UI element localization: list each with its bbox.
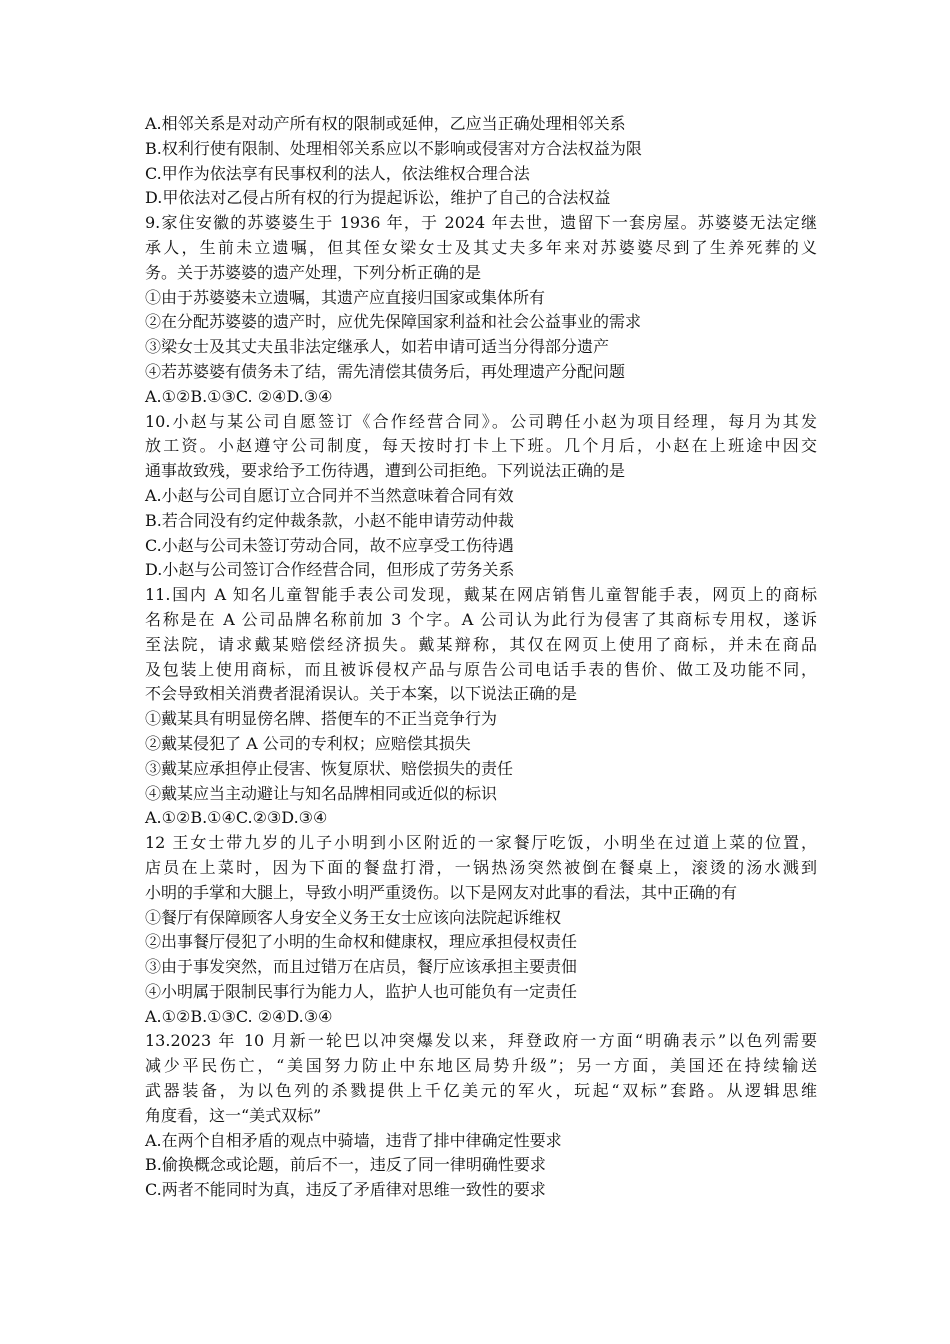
q9-item-4: ④若苏婆婆有债务未了结，需先清偿其债务后，再处理遗产分配问题 xyxy=(145,361,626,381)
q11-item-2: ②戴某侵犯了 A 公司的专利权；应赔偿其损失 xyxy=(145,733,471,753)
q11-stem-line: 及包装上使用商标，而且被诉侵权产品与原告公司电话手表的售价、做工及功能不同， xyxy=(145,659,817,679)
q8-option-b: B.权利行使有限制、处理相邻关系应以不影响或侵害对方合法权益为限 xyxy=(145,138,642,158)
q11-stem-line: 不会导致相关消费者混淆误认。关于本案，以下说法正确的是 xyxy=(145,684,578,704)
q11-options: A.①②B.①④C.②③D.③④ xyxy=(145,808,328,828)
q11-item-1: ①戴某具有明显傍名牌、搭便车的不正当竞争行为 xyxy=(145,709,498,729)
q12-item-1: ①餐厅有保障顾客人身安全义务王女士应该向法院起诉维权 xyxy=(145,907,562,927)
q10-stem-line: 放工资。小赵遵守公司制度，每天按时打卡上下班。几个月后，小赵在上班途中因交 xyxy=(145,436,817,456)
q12-stem-line: 12 王女士带九岁的儿子小明到小区附近的一家餐厅吃饭，小明坐在过道上菜的位置， xyxy=(145,833,817,853)
q11-item-4: ④戴某应当主动避让与知名品牌相同或近似的标识 xyxy=(145,783,498,803)
q9-stem-line: 9.家住安徽的苏婆婆生于 1936 年，于 2024 年去世，遗留下一套房屋。苏婆婆无法定继 xyxy=(145,213,817,233)
q13-stem-line: 13.2023 年 10 月新一轮巴以冲突爆发以来，拜登政府一方面“明确表示”以色列需要 xyxy=(145,1031,817,1051)
q8-option-a: A.相邻关系是对动产所有权的限制或延伸，乙应当正确处理相邻关系 xyxy=(145,114,626,133)
q10-option-c: C.小赵与公司未签订劳动合同，故不应享受工伤待遇 xyxy=(145,535,514,555)
exam-page xyxy=(145,112,817,1203)
q12-stem-line: 小明的手掌和大腿上，导致小明严重烫伤。以下是网友对此事的看法，其中正确的有 xyxy=(145,882,738,902)
q8-option-d: D.甲依法对乙侵占所有权的行为提起诉讼，维护了自己的合法权益 xyxy=(145,188,611,208)
q11-stem-line: 11.国内 A 知名儿童智能手表公司发现，戴某在网店销售儿童智能手表，网页上的商标 xyxy=(145,585,817,605)
q11-stem-line: 名称是在 A 公司品牌名称前加 3 个字。A 公司认为此行为侵害了其商标专用权，遂诉 xyxy=(145,609,817,629)
q13-stem-line: 减少平民伤亡，“美国努力防止中东地区局势升级”；另一方面，美国还在持续输送 xyxy=(145,1056,817,1076)
q13-stem-line: 武器装备，为以色列的杀戮提供上千亿美元的军火，玩起“双标”套路。从逻辑思维 xyxy=(145,1081,817,1101)
q9-item-1: ①由于苏婆婆未立遗嘱，其遗产应直接归国家或集体所有 xyxy=(145,287,546,307)
q13-option-a: A.在两个自相矛盾的观点中骑墙，违背了排中律确定性要求 xyxy=(145,1130,562,1150)
q9-stem-line: 承人，生前未立遗嘱，但其侄女梁女士及其丈夫多年来对苏婆婆尽到了生养死葬的义 xyxy=(145,237,817,257)
q9-item-2: ②在分配苏婆婆的遗产时，应优先保障国家利益和社会公益事业的需求 xyxy=(145,312,642,332)
q12-stem-line: 店员在上菜时，因为下面的餐盘打滑，一锅热汤突然被倒在餐桌上，滚烫的汤水溅到 xyxy=(145,857,817,877)
q13-option-c: C.两者不能同时为真，违反了矛盾律对思维一致性的要求 xyxy=(145,1180,546,1200)
q10-option-d: D.小赵与公司签订合作经营合同，但形成了劳务关系 xyxy=(145,560,515,580)
q11-stem-line: 至法院，请求戴某赔偿经济损失。戴某辩称，其仅在网页上使用了商标，并未在商品 xyxy=(145,634,817,654)
q10-option-a: A.小赵与公司自愿订立合同并不当然意味着合同有效 xyxy=(145,485,514,505)
q8-option-c: C.甲作为依法享有民事权利的法人，依法维权合理合法 xyxy=(145,163,530,183)
q9-stem-line: 务。关于苏婆婆的遗产处理，下列分析正确的是 xyxy=(145,262,482,282)
q11-item-3: ③戴某应承担停止侵害、恢复原状、赔偿损失的责任 xyxy=(145,758,514,778)
q9-item-3: ③梁女士及其丈夫虽非法定继承人，如若申请可适当分得部分遗产 xyxy=(145,337,610,357)
q13-option-b: B.偷换概念或论题，前后不一，违反了同一律明确性要求 xyxy=(145,1155,546,1175)
q13-stem-line: 角度看，这一“美式双标” xyxy=(145,1105,322,1125)
q12-item-2: ②出事餐厅侵犯了小明的生命权和健康权，理应承担侵权责任 xyxy=(145,932,578,952)
q12-item-4: ④小明属于限制民事行为能力人，监护人也可能负有一定责任 xyxy=(145,981,578,1001)
q12-options: A.①②B.①③C. ②④D.③④ xyxy=(145,1006,333,1026)
q10-stem-line: 通事故致残，要求给予工伤待遇，遭到公司拒绝。下列说法正确的是 xyxy=(145,461,626,481)
q12-item-3: ③由于事发突然，而且过错万在店员，餐厅应该承担主要责佃 xyxy=(145,957,578,977)
q10-stem-line: 10.小赵与某公司自愿签订《合作经营合同》。公司聘任小赵为项目经理，每月为其发 xyxy=(145,411,817,431)
q9-options: A.①②B.①③C. ②④D.③④ xyxy=(145,386,333,406)
q10-option-b: B.若合同没有约定仲裁条款，小赵不能申请劳动仲裁 xyxy=(145,510,514,530)
